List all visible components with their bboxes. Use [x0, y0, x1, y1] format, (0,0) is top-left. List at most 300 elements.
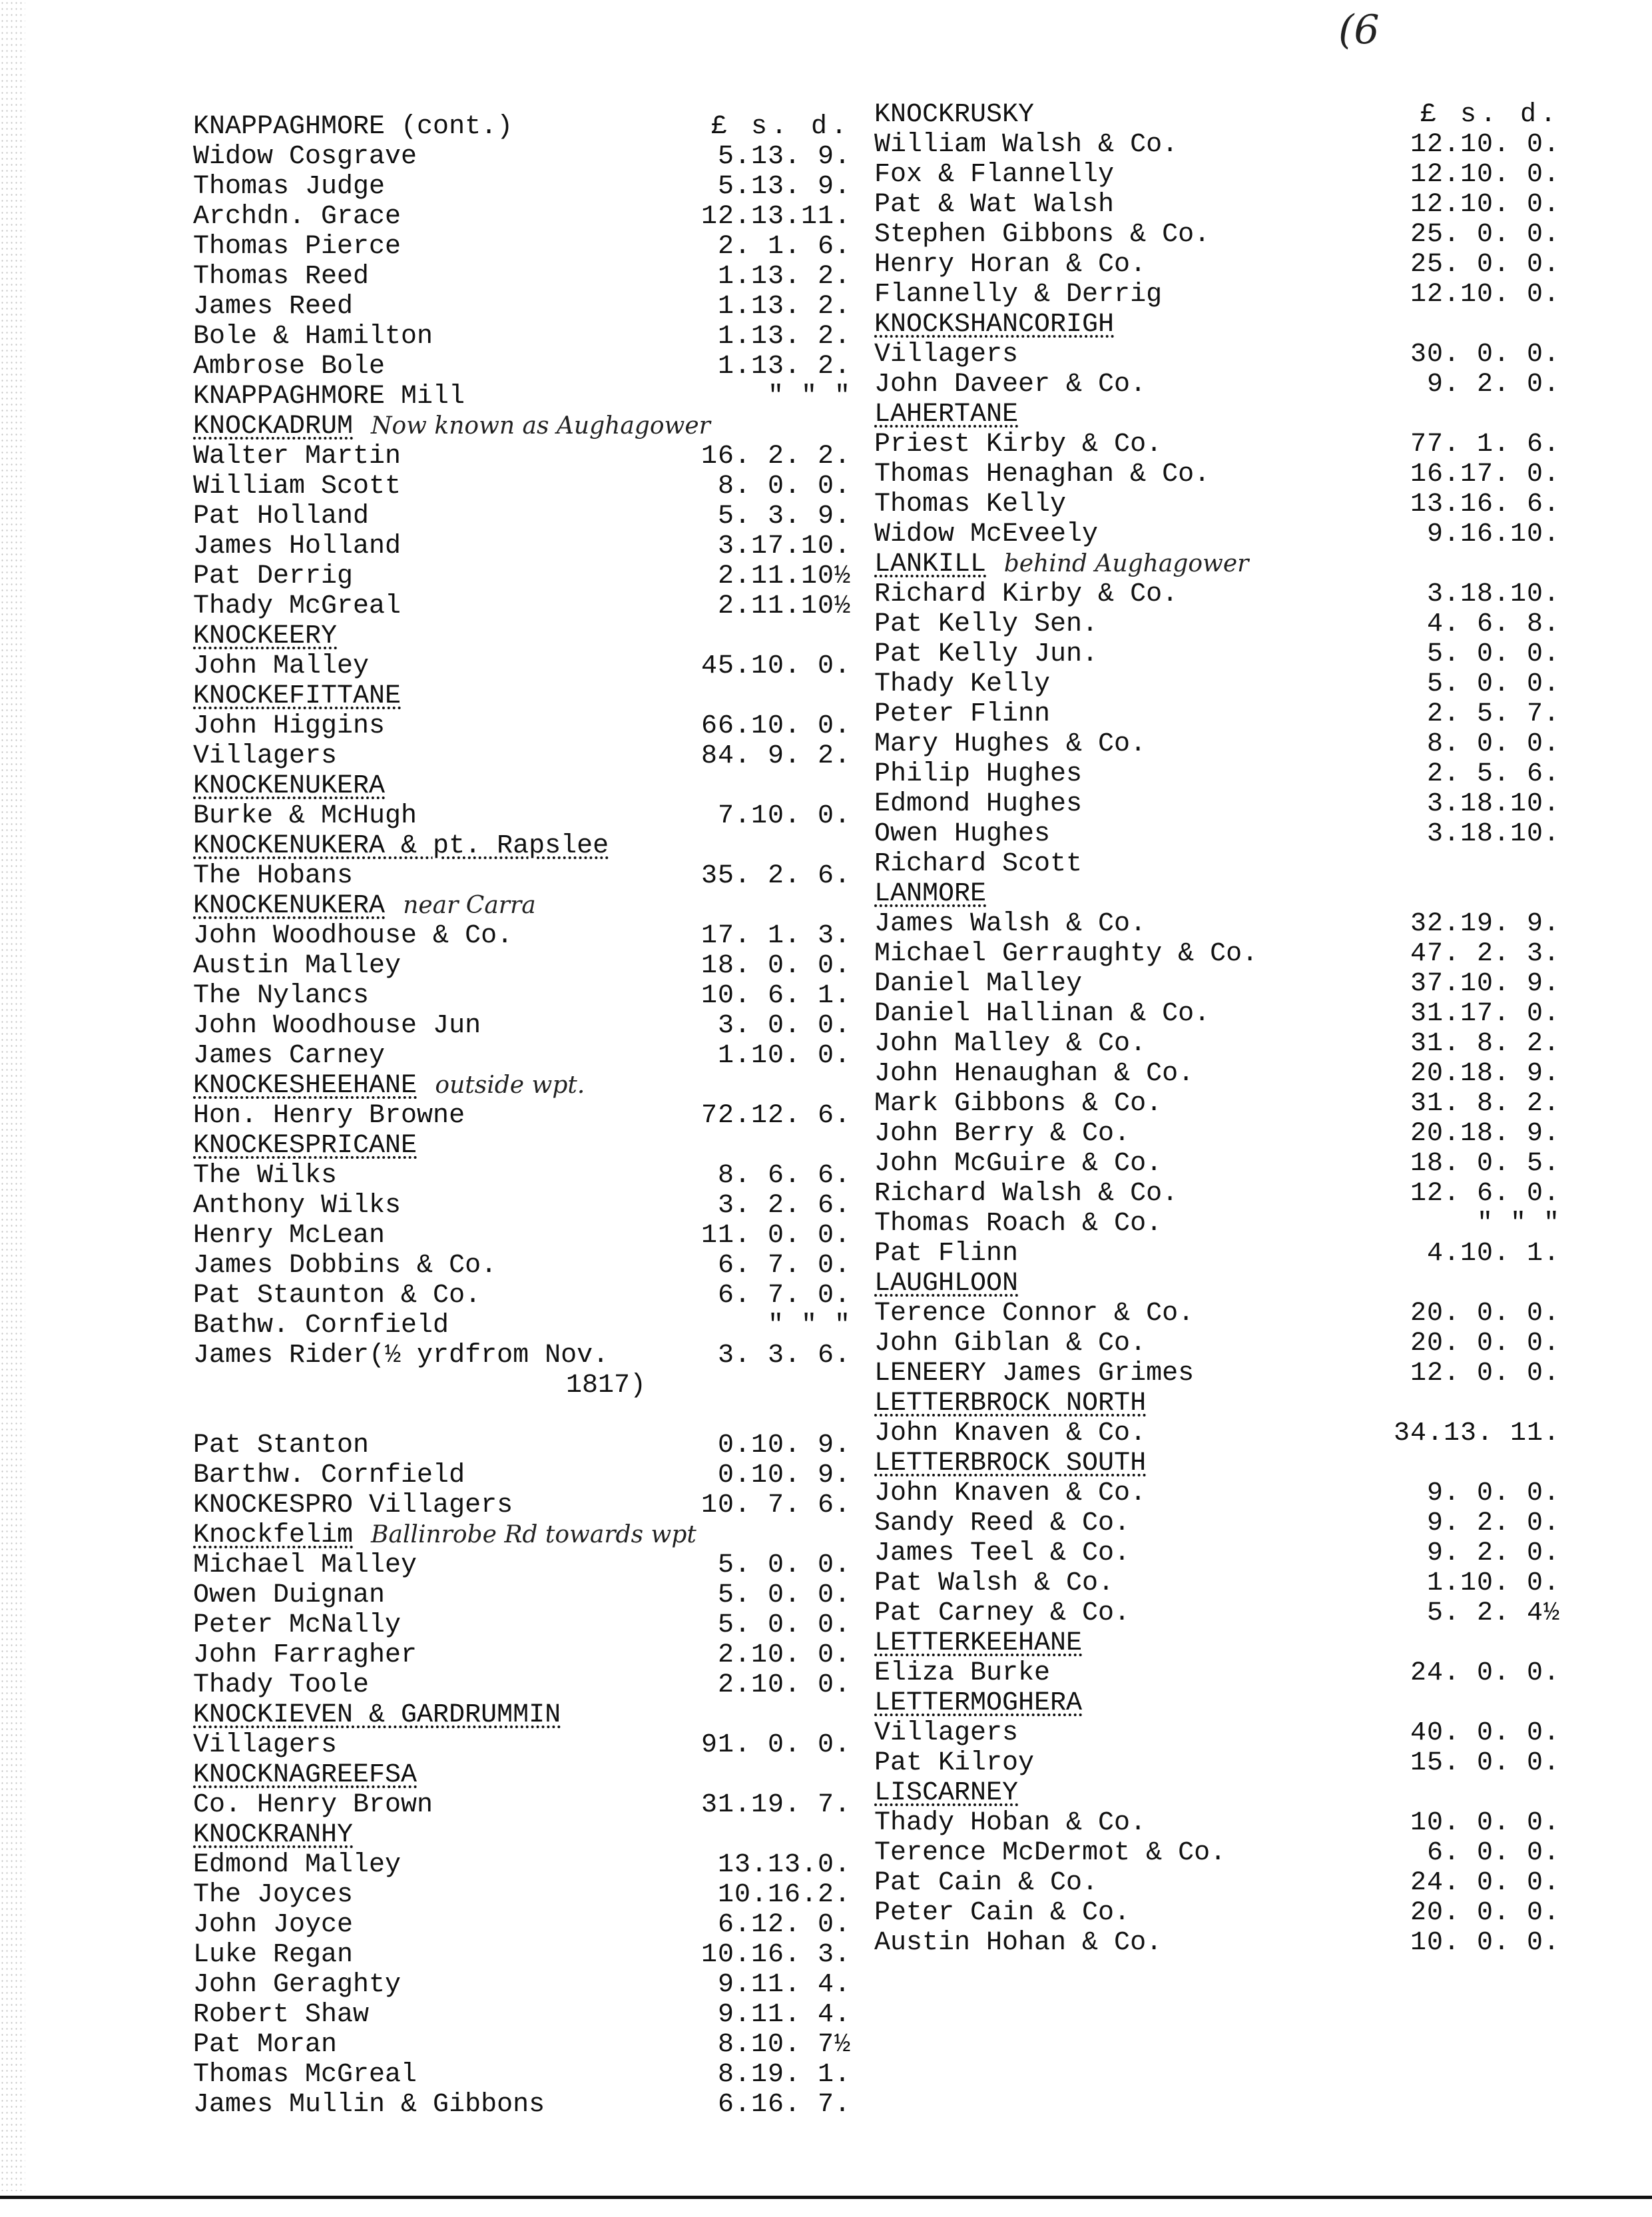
rent-amount: 8. 0. 0.	[717, 472, 851, 501]
tenant-name: Pat Holland	[193, 501, 370, 531]
tenant-name: Michael Malley	[193, 1550, 417, 1580]
rent-amount: 2.11.10½	[717, 561, 851, 591]
rent-amount: 10. 7. 6.	[700, 1490, 851, 1520]
ledger-entry-row	[193, 1011, 866, 1041]
tenant-name: James Reed	[193, 292, 354, 322]
townland-name: LETTERKEEHANE	[874, 1628, 1083, 1658]
townland-name: LETTERBROCK NORTH	[874, 1389, 1147, 1419]
ledger-entry-row	[874, 1568, 1560, 1598]
ledger-entry-row	[193, 711, 866, 741]
ledger-entry-row	[193, 1910, 866, 1940]
ledger-entry-row	[874, 190, 1560, 220]
rent-amount: 6. 7. 0.	[717, 1281, 851, 1311]
ledger-entry-row	[874, 939, 1560, 969]
section-heading-row	[874, 1448, 1560, 1478]
tenant-name: Pat Kelly Jun.	[874, 639, 1099, 669]
rent-amount: 31. 8. 2.	[1410, 1029, 1560, 1059]
tenant-name: Thady Toole	[193, 1670, 370, 1700]
tenant-name: John Higgins	[193, 711, 386, 741]
rent-amount: 2. 5. 7.	[1426, 699, 1560, 729]
tenant-name: Daniel Malley	[874, 969, 1083, 999]
handwritten-annotation: Now known as Aughagower	[371, 412, 710, 440]
ledger-entry-row	[874, 969, 1560, 999]
ledger-entry-row	[193, 921, 866, 951]
rent-amount: 32.19. 9.	[1410, 909, 1560, 939]
ledger-entry-row	[193, 861, 866, 891]
section-heading-row	[874, 1778, 1560, 1808]
ledger-entry-row	[193, 531, 866, 561]
tenant-name: Pat & Wat Walsh	[874, 190, 1115, 220]
section-heading-row	[193, 681, 866, 711]
tenant-name: Pat Carney & Co.	[874, 1598, 1131, 1628]
currency-header: £ s. d.	[710, 112, 851, 142]
rent-amount: 66.10. 0.	[700, 711, 851, 741]
rent-amount: 6. 0. 0.	[1426, 1838, 1560, 1868]
ledger-entry-row	[193, 1281, 866, 1311]
rent-amount: 12.10. 0.	[1410, 190, 1560, 220]
ledger-entry-row	[193, 1221, 866, 1251]
ledger-entry-row	[193, 1490, 866, 1520]
rent-amount: 3.18.10.	[1426, 789, 1560, 819]
tenant-name: Edmond Hughes	[874, 789, 1083, 819]
tenant-name: Widow McEveely	[874, 519, 1099, 549]
rent-amount: 47. 2. 3.	[1410, 939, 1560, 969]
rent-amount: 84. 9. 2.	[700, 741, 851, 771]
ledger-entry-row	[874, 1868, 1560, 1898]
tenant-name: Pat Stanton	[193, 1430, 370, 1460]
tenant-name: Ambrose Bole	[193, 352, 386, 382]
tenant-name: Widow Cosgrave	[193, 142, 417, 172]
rent-amount: " " "	[767, 1311, 851, 1341]
ledger-entry-row	[193, 2030, 866, 2060]
ledger-entry-row	[193, 1790, 866, 1820]
tenant-name: Thomas Reed	[193, 262, 370, 292]
ledger-entry-row	[193, 2090, 866, 2120]
ledger-entry-row	[874, 909, 1560, 939]
rent-amount: 20.18. 9.	[1410, 1119, 1560, 1149]
ledger-entry-row	[193, 951, 866, 981]
ledger-entry-row	[193, 1730, 866, 1760]
tenant-name: KNOCKESPRO Villagers	[193, 1490, 513, 1520]
tenant-name: Hon. Henry Browne	[193, 1101, 465, 1131]
tenant-name: Mark Gibbons & Co.	[874, 1089, 1163, 1119]
ledger-entry-row	[193, 651, 866, 681]
ledger-entry-row	[193, 1580, 866, 1610]
ledger-entry-row	[193, 1880, 866, 1910]
tenant-name: Peter McNally	[193, 1610, 402, 1640]
rent-amount: 1.10. 0.	[1426, 1568, 1560, 1598]
townland-name: KNOCKADRUM	[193, 412, 354, 442]
column-header-row	[874, 100, 1560, 130]
rent-amount: 9. 2. 0.	[1426, 370, 1560, 400]
tenant-name: Pat Walsh & Co.	[874, 1568, 1115, 1598]
tenant-name: LENEERY James Grimes	[874, 1359, 1195, 1389]
continuation-text: 1817)	[566, 1371, 647, 1401]
scan-edge-noise	[0, 0, 25, 2191]
rent-amount: 5. 3. 9.	[717, 501, 851, 531]
ledger-entry-row	[193, 1670, 866, 1700]
rent-amount: 11. 0. 0.	[700, 1221, 851, 1251]
section-heading-row	[874, 400, 1560, 430]
ledger-entry-row	[193, 292, 866, 322]
tenant-name: John Woodhouse & Co.	[193, 921, 513, 951]
section-heading-row	[193, 891, 866, 921]
tenant-name: Flannelly & Derrig	[874, 280, 1163, 310]
townland-name: LETTERBROCK SOUTH	[874, 1448, 1147, 1478]
tenant-name: James Carney	[193, 1041, 386, 1071]
townland-name: KNOCKNAGREEFSA	[193, 1760, 417, 1790]
tenant-name: Philip Hughes	[874, 759, 1083, 789]
ledger-entry-row	[193, 2060, 866, 2090]
ledger-entry-row	[193, 591, 866, 621]
tenant-name: Pat Staunton & Co.	[193, 1281, 481, 1311]
section-heading-row	[193, 831, 866, 861]
ledger-entry-row	[874, 849, 1560, 879]
rent-amount: 8.10. 7½	[717, 2030, 851, 2060]
ledger-entry-row	[874, 1209, 1560, 1239]
ledger-entry-row	[193, 232, 866, 262]
tenant-name: Thomas Pierce	[193, 232, 402, 262]
rent-amount: 1.13. 2.	[717, 322, 851, 352]
page-number-handwritten: (6	[1338, 7, 1380, 53]
handwritten-annotation: near Carra	[403, 892, 536, 919]
ledger-entry-row	[193, 801, 866, 831]
tenant-name: John Malley	[193, 651, 370, 681]
ledger-entry-row	[193, 442, 866, 472]
tenant-name: Villagers	[193, 741, 338, 771]
rent-amount: 9.11. 4.	[717, 2000, 851, 2030]
ledger-entry-row	[193, 1341, 866, 1401]
tenant-name: Owen Duignan	[193, 1580, 386, 1610]
ledger-entry-row	[874, 1658, 1560, 1688]
ledger-entry-row	[193, 1850, 866, 1880]
rent-amount: 1.13. 2.	[717, 262, 851, 292]
rent-amount: 16. 2. 2.	[700, 442, 851, 472]
ledger-entry-row	[193, 1251, 866, 1281]
townland-name: LETTERMOGHERA	[874, 1688, 1083, 1718]
handwritten-annotation: outside wpt.	[435, 1072, 585, 1099]
rent-amount: 5.13. 9.	[717, 172, 851, 202]
section-heading-row	[193, 1760, 866, 1790]
rent-amount: 3. 2. 6.	[717, 1191, 851, 1221]
ledger-entry-row	[874, 759, 1560, 789]
rent-amount: 91. 0. 0.	[700, 1730, 851, 1760]
tenant-name: The Joyces	[193, 1880, 354, 1910]
rent-amount: 4.10. 1.	[1426, 1239, 1560, 1269]
rent-amount: 40. 0. 0.	[1410, 1718, 1560, 1748]
rent-amount: 13.16. 6.	[1410, 489, 1560, 519]
ledger-entry-row	[193, 1550, 866, 1580]
ledger-entry-row	[874, 729, 1560, 759]
rent-amount: 72.12. 6.	[700, 1101, 851, 1131]
tenant-name: John Daveer & Co.	[874, 370, 1147, 400]
ledger-entry-row	[874, 519, 1560, 549]
rent-amount: 5. 0. 0.	[1426, 639, 1560, 669]
tenant-name: John Woodhouse Jun	[193, 1011, 481, 1041]
ledger-entry-row	[874, 370, 1560, 400]
townland-name: KNOCKEERY	[193, 621, 338, 651]
tenant-name: James Teel & Co.	[874, 1538, 1131, 1568]
section-heading-row	[193, 621, 866, 651]
rent-amount: 31.17. 0.	[1410, 999, 1560, 1029]
currency-header: £ s. d.	[1420, 100, 1560, 130]
townland-name: KNOCKENUKERA	[193, 771, 386, 801]
tenant-name: Terence McDermot & Co.	[874, 1838, 1227, 1868]
section-heading-row	[874, 1269, 1560, 1299]
rent-amount: 9.16.10.	[1426, 519, 1560, 549]
rent-amount: 5. 0. 0.	[717, 1550, 851, 1580]
ledger-entry-row	[874, 1359, 1560, 1389]
ledger-entry-row	[874, 1598, 1560, 1628]
ledger-entry-row	[874, 1299, 1560, 1329]
rent-amount: 1.10. 0.	[717, 1041, 851, 1071]
right-column	[874, 100, 1560, 1958]
tenant-name: KNAPPAGHMORE Mill	[193, 382, 465, 412]
tenant-name: Luke Regan	[193, 1940, 354, 1970]
tenant-name: Bathw. Cornfield	[193, 1311, 449, 1341]
ledger-entry-row	[193, 202, 866, 232]
rent-amount: 10. 0. 0.	[1410, 1928, 1560, 1958]
ledger-entry-row	[874, 130, 1560, 160]
ledger-entry-row	[874, 1748, 1560, 1778]
townland-name: KNOCKSHANCORIGH	[874, 310, 1115, 340]
rent-amount: 31. 8. 2.	[1410, 1089, 1560, 1119]
ledger-entry-row	[193, 352, 866, 382]
tenant-name: Fox & Flannelly	[874, 160, 1115, 190]
townland-name: LANMORE	[874, 879, 987, 909]
townland-name: LISCARNEY	[874, 1778, 1019, 1808]
townland-name: KNAPPAGHMORE (cont.)	[193, 112, 513, 142]
rent-amount: 35. 2. 6.	[700, 861, 851, 891]
tenant-name: Sandy Reed & Co.	[874, 1508, 1131, 1538]
ledger-entry-row	[193, 1610, 866, 1640]
rent-amount: 18. 0. 0.	[700, 951, 851, 981]
rent-amount: 20.18. 9.	[1410, 1059, 1560, 1089]
tenant-name: Barthw. Cornfield	[193, 1460, 465, 1490]
ledger-entry-row	[193, 1430, 866, 1460]
ledger-entry-row	[193, 322, 866, 352]
ledger-entry-row	[193, 1311, 866, 1341]
ledger-entry-row	[874, 1179, 1560, 1209]
tenant-name: Pat Flinn	[874, 1239, 1019, 1269]
rent-amount: 12.10. 0.	[1410, 280, 1560, 310]
section-heading-row	[193, 1131, 866, 1161]
tenant-name: John Joyce	[193, 1910, 354, 1940]
tenant-name: Thady McGreal	[193, 591, 402, 621]
tenant-name: Thady Hoban & Co.	[874, 1808, 1147, 1838]
ledger-entry-row	[874, 1059, 1560, 1089]
ledger-entry-row	[193, 741, 866, 771]
rent-amount: 8.19. 1.	[717, 2060, 851, 2090]
townland-name: KNOCKEFITTANE	[193, 681, 402, 711]
tenant-name: James Dobbins & Co.	[193, 1251, 497, 1281]
ledger-entry-row	[874, 1928, 1560, 1958]
rent-amount: " " "	[1476, 1209, 1560, 1239]
ledger-entry-row	[874, 579, 1560, 609]
ledger-entry-row	[874, 789, 1560, 819]
section-heading-row	[874, 549, 1560, 579]
tenant-name: Pat Derrig	[193, 561, 354, 591]
tenant-name: Edmond Malley	[193, 1850, 402, 1880]
rent-amount: 0.10. 9.	[717, 1460, 851, 1490]
townland-name: LAUGHLOON	[874, 1269, 1019, 1299]
rent-amount: 5. 0. 0.	[717, 1610, 851, 1640]
ledger-entry-row	[874, 250, 1560, 280]
rent-amount: 12. 0. 0.	[1410, 1359, 1560, 1389]
ledger-entry-row	[874, 999, 1560, 1029]
tenant-name: Archdn. Grace	[193, 202, 402, 232]
tenant-name: Villagers	[874, 340, 1019, 370]
section-heading-row	[874, 1688, 1560, 1718]
tenant-name: Peter Cain & Co.	[874, 1898, 1131, 1928]
ledger-entry-row	[874, 1239, 1560, 1269]
tenant-name: Priest Kirby & Co.	[874, 430, 1163, 460]
tenant-name: Walter Martin	[193, 442, 402, 472]
rent-amount: 0.10. 9.	[717, 1430, 851, 1460]
tenant-name: The Nylancs	[193, 981, 370, 1011]
ledger-entry-row	[193, 1041, 866, 1071]
rent-amount: 77. 1. 6.	[1410, 430, 1560, 460]
rent-amount: 12.10. 0.	[1410, 130, 1560, 160]
rent-amount: 45.10. 0.	[700, 651, 851, 681]
rent-amount: 2. 1. 6.	[717, 232, 851, 262]
rent-amount: 4. 6. 8.	[1426, 609, 1560, 639]
section-heading-row	[874, 1628, 1560, 1658]
tenant-name: Pat Kilroy	[874, 1748, 1035, 1778]
ledger-entry-row	[874, 639, 1560, 669]
tenant-name: Austin Hohan & Co.	[874, 1928, 1163, 1958]
rent-amount: 5. 2. 4½	[1426, 1598, 1560, 1628]
bottom-rule	[0, 2196, 1652, 2199]
townland-name: KNOCKESHEEHANE	[193, 1071, 417, 1101]
rent-amount: 12.10. 0.	[1410, 160, 1560, 190]
tenant-name: The Hobans	[193, 861, 354, 891]
ledger-entry-row	[874, 1419, 1560, 1448]
tenant-name: Villagers	[874, 1718, 1019, 1748]
rent-amount: 24. 0. 0.	[1410, 1868, 1560, 1898]
rent-amount: 1.13. 2.	[717, 352, 851, 382]
tenant-name: Thomas Henaghan & Co.	[874, 460, 1211, 489]
tenant-name: Owen Hughes	[874, 819, 1051, 849]
column-header-row	[193, 112, 866, 142]
ledger-entry-row	[874, 460, 1560, 489]
ledger-entry-row	[874, 819, 1560, 849]
tenant-name: Michael Gerraughty & Co.	[874, 939, 1258, 969]
ledger-entry-row	[193, 561, 866, 591]
ledger-entry-row	[193, 1640, 866, 1670]
rent-amount: 2.10. 0.	[717, 1670, 851, 1700]
rent-amount: 10. 0. 0.	[1410, 1808, 1560, 1838]
tenant-name: Henry Horan & Co.	[874, 250, 1147, 280]
ledger-entry-row	[874, 340, 1560, 370]
ledger-entry-row	[193, 1940, 866, 1970]
rent-amount: 30. 0. 0.	[1410, 340, 1560, 370]
townland-name: KNOCKENUKERA & pt. Rapslee	[193, 831, 609, 861]
rent-amount: 31.19. 7.	[700, 1790, 851, 1820]
rent-amount: 9. 2. 0.	[1426, 1538, 1560, 1568]
rent-amount: 5.13. 9.	[717, 142, 851, 172]
rent-amount: 18. 0. 5.	[1410, 1149, 1560, 1179]
tenant-name: Daniel Hallinan & Co.	[874, 999, 1211, 1029]
ledger-entry-row	[193, 981, 866, 1011]
ledger-entry-row	[874, 1478, 1560, 1508]
tenant-name: Terence Connor & Co.	[874, 1299, 1195, 1329]
tenant-name: Thomas Roach & Co.	[874, 1209, 1163, 1239]
rent-amount: 3.17.10.	[717, 531, 851, 561]
ledger-entry-row	[874, 430, 1560, 460]
ledger-entry-row	[193, 172, 866, 202]
tenant-name: Austin Malley	[193, 951, 402, 981]
tenant-name: Richard Kirby & Co.	[874, 579, 1179, 609]
rent-amount: 37.10. 9.	[1410, 969, 1560, 999]
tenant-name: Burke & McHugh	[193, 801, 417, 831]
ledger-entry-row	[874, 220, 1560, 250]
tenant-name: Pat Kelly Sen.	[874, 609, 1099, 639]
rent-amount: 25. 0. 0.	[1410, 220, 1560, 250]
tenant-name: John Geraghty	[193, 1970, 402, 2000]
tenant-name: William Scott	[193, 472, 402, 501]
rent-amount: 2. 5. 6.	[1426, 759, 1560, 789]
rent-amount: 10. 6. 1.	[700, 981, 851, 1011]
tenant-name: James Holland	[193, 531, 402, 561]
ledger-entry-row	[874, 669, 1560, 699]
rent-amount: 3. 0. 0.	[717, 1011, 851, 1041]
rent-amount: " " "	[767, 382, 851, 412]
ledger-entry-row	[193, 142, 866, 172]
rent-amount: 5. 0. 0.	[1426, 669, 1560, 699]
ledger-entry-row	[874, 1149, 1560, 1179]
handwritten-annotation: behind Aughagower	[1003, 550, 1249, 577]
ledger-entry-row	[193, 472, 866, 501]
townland-name: LANKILL	[874, 549, 987, 579]
townland-name: Knockfelim	[193, 1520, 354, 1550]
ledger-entry-row	[193, 501, 866, 531]
rent-amount: 6. 7. 0.	[717, 1251, 851, 1281]
rent-amount: 3.18.10.	[1426, 819, 1560, 849]
tenant-name: James Rider(½ yrdfrom Nov.	[193, 1341, 609, 1371]
ledger-entry-row	[193, 382, 866, 412]
rent-amount: 5. 0. 0.	[717, 1580, 851, 1610]
section-heading-row	[193, 1071, 866, 1101]
ledger-entry-row	[874, 1718, 1560, 1748]
ledger-entry-row	[874, 1838, 1560, 1868]
section-heading-row	[874, 879, 1560, 909]
handwritten-annotation: Ballinrobe Rd towards wpt	[371, 1521, 696, 1548]
tenant-name: John Knaven & Co.	[874, 1419, 1147, 1448]
tenant-name: Henry McLean	[193, 1221, 386, 1251]
tenant-name: William Walsh & Co.	[874, 130, 1179, 160]
ledger-entry-row	[874, 1508, 1560, 1538]
rent-amount: 13.13.0.	[717, 1850, 851, 1880]
townland-name: KNOCKENUKERA	[193, 891, 386, 921]
section-heading-row	[193, 1520, 866, 1550]
rent-amount: 2.11.10½	[717, 591, 851, 621]
rent-amount: 8. 0. 0.	[1426, 729, 1560, 759]
tenant-name: John Berry & Co.	[874, 1119, 1131, 1149]
rent-amount: 2.10. 0.	[717, 1640, 851, 1670]
rent-amount: 34.13. 11.	[1393, 1419, 1560, 1448]
rent-amount: 16.17. 0.	[1410, 460, 1560, 489]
ledger-entry-row	[874, 1898, 1560, 1928]
rent-amount: 9. 2. 0.	[1426, 1508, 1560, 1538]
rent-amount: 8. 6. 6.	[717, 1161, 851, 1191]
rent-amount: 1.13. 2.	[717, 292, 851, 322]
tenant-name: Pat Moran	[193, 2030, 338, 2060]
townland-name: KNOCKRUSKY	[874, 100, 1035, 130]
ledger-entry-row	[193, 1401, 866, 1430]
rent-amount: 9.11. 4.	[717, 1970, 851, 2000]
ledger-entry-row	[874, 1808, 1560, 1838]
